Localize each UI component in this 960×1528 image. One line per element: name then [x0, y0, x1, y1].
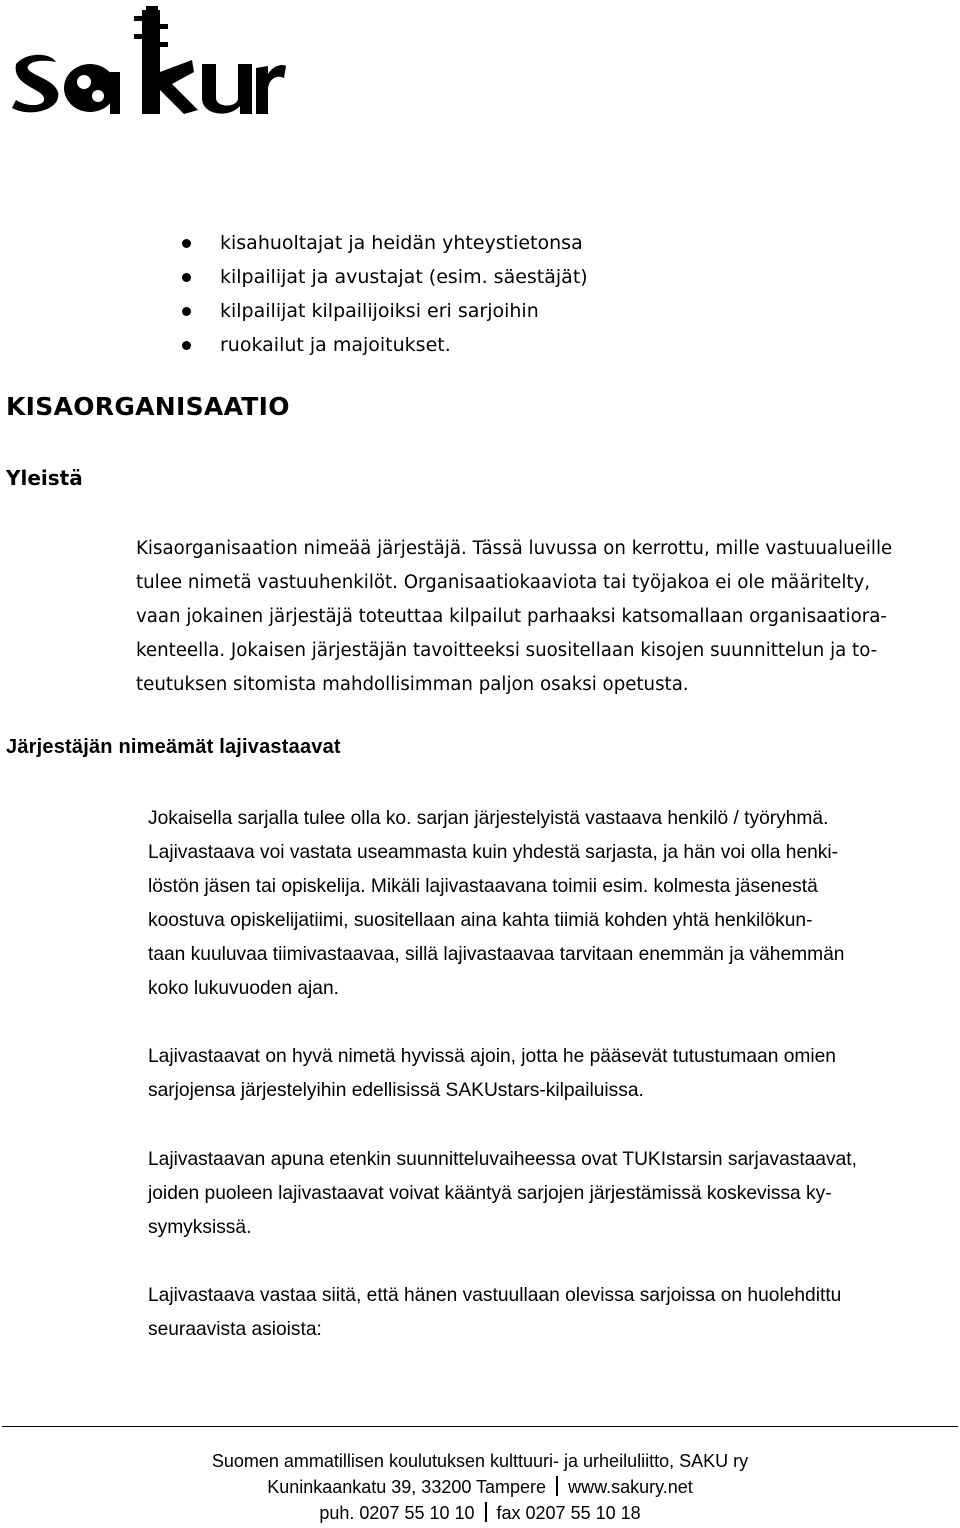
separator-bar [485, 1502, 487, 1522]
footer-address: Kuninkaankatu 39, 33200 Tampere [267, 1477, 547, 1497]
paragraph-line: Kisaorganisaation nimeää järjestäjä. Tässä luvussa on kerrottu, mille vastuualueille [136, 538, 893, 559]
paragraph-line: kenteella. Jokaisen järjestäjän tavoitteeksi suositellaan kisojen suunnittelun ja to- [136, 640, 878, 661]
paragraph-line: tulee nimetä vastuuhenkilöt. Organisaatiokaaviota tai työjakoa ei ole määritelty, [136, 572, 871, 593]
footer-phone: puh. 0207 55 10 10 [319, 1503, 475, 1523]
paragraph-line: joiden puoleen lajivastaavat voivat kääntyä sarjojen järjestämissä koskevissa ky- [148, 1183, 832, 1204]
paragraph-line: symyksissä. [148, 1217, 252, 1238]
footer-divider [2, 1426, 958, 1427]
paragraph-line: Lajivastaavat on hyvä nimetä hyvissä ajoin, jotta he pääsevät tutustumaan omien [148, 1046, 836, 1067]
list-item [182, 328, 588, 362]
list-item [182, 226, 588, 260]
footer [0, 1448, 960, 1526]
saku-logo [6, 2, 286, 122]
coordinator-paragraph-1 [148, 802, 948, 1006]
paragraph-line: Jokaisella sarjalla tulee olla ko. sarjan järjestelyistä vastaava henkilö / työryhmä. [148, 808, 829, 829]
footer-contact-line [0, 1500, 960, 1526]
coordinator-paragraph-4 [148, 1279, 948, 1347]
bullet-icon [182, 239, 191, 248]
bullet-icon [182, 273, 191, 282]
bullet-icon [182, 341, 191, 350]
coordinator-paragraph-2 [148, 1040, 948, 1108]
separator-bar [556, 1476, 558, 1496]
footer-website-link[interactable]: www.sakury.net [568, 1477, 693, 1497]
list-item-text: kilpailijat kilpailijoiksi eri sarjoihin [220, 300, 539, 322]
list-item-text: kilpailijat ja avustajat (esim. säestäjät) [220, 266, 588, 288]
coordinator-paragraph-3 [148, 1143, 948, 1245]
section-heading-general: Yleistä [6, 466, 83, 490]
paragraph-line: koostuva opiskelijatiimi, suositellaan aina kahta tiimiä kohden yhtä henkilökun- [148, 910, 813, 931]
paragraph-line: vaan jokainen järjestäjä toteuttaa kilpailut parhaaksi katsomallaan organisaatiora- [136, 606, 887, 627]
section-heading-main: KISAORGANISAATIO [6, 392, 290, 421]
paragraph-line: Lajivastaava voi vastata useammasta kuin yhdestä sarjasta, ja hän voi olla henki- [148, 842, 839, 863]
paragraph-line: koko lukuvuoden ajan. [148, 978, 339, 999]
footer-fax: fax 0207 55 10 18 [496, 1503, 641, 1523]
paragraph-line: Lajivastaava vastaa siitä, että hänen vastuullaan olevissa sarjoissa on huolehdittu [148, 1285, 842, 1306]
paragraph-line: taan kuuluvaa tiimivastaavaa, sillä lajivastaavaa tarvitaan enemmän ja vähemmän [148, 944, 845, 965]
paragraph-line: teutuksen sitomista mahdollisimman paljon osaksi opetusta. [136, 674, 689, 695]
paragraph-line: Lajivastaavan apuna etenkin suunnitteluvaiheessa ovat TUKIstarsin sarjavastaavat, [148, 1149, 857, 1170]
bullet-icon [182, 307, 191, 316]
footer-org: Suomen ammatillisen koulutuksen kulttuuri- ja urheiluliitto, SAKU ry [211, 1451, 749, 1471]
list-item-text: kisahuoltajat ja heidän yhteystietonsa [220, 232, 583, 254]
paragraph-line: sarjojensa järjestelyihin edellisissä SAKUstars-kilpailuissa. [148, 1080, 644, 1101]
section-heading-coordinators: Järjestäjän nimeämät lajivastaavat [6, 736, 341, 758]
footer-address-line [0, 1474, 960, 1500]
paragraph-line: seuraavista asioista: [148, 1319, 322, 1340]
general-paragraph [136, 532, 936, 702]
list-item [182, 294, 588, 328]
list-item [182, 260, 588, 294]
list-item-text: ruokailut ja majoitukset. [220, 334, 451, 356]
paragraph-line: löstön jäsen tai opiskelija. Mikäli lajivastaavana toimii esim. kolmesta jäsenestä [148, 876, 818, 897]
bullet-list [182, 226, 588, 362]
